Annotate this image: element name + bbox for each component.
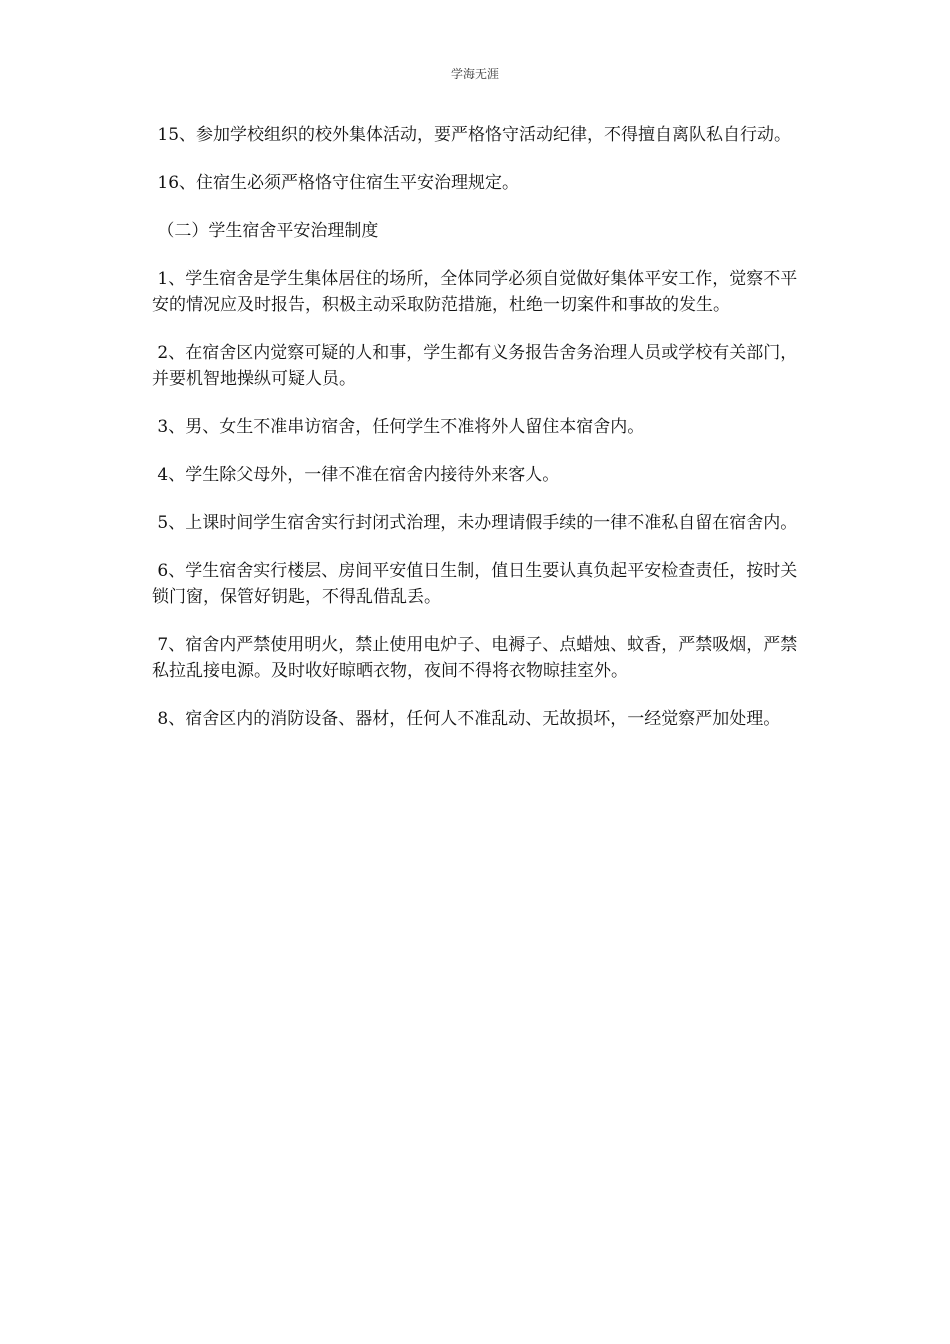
paragraph-dorm-rule-4: 4、学生除父母外，一律不准在宿舍内接待外来客人。 bbox=[152, 465, 560, 485]
paragraph-dorm-rule-8: 8、宿舍区内的消防设备、器材，任何人不准乱动、无故损坏，一经觉察严加处理。 bbox=[152, 709, 781, 729]
paragraph-rule-16: 16、住宿生必须严格恪守住宿生平安治理规定。 bbox=[152, 173, 520, 193]
paragraph-dorm-rule-5: 5、上课时间学生宿舍实行封闭式治理，未办理请假手续的一律不准私自留在宿舍内。 bbox=[152, 513, 798, 533]
paragraph-dorm-rule-7: 7、宿舍内严禁使用明火，禁止使用电炉子、电褥子、点蜡烛、蚊香，严禁吸烟，严禁私拉乱接电源。及时收好晾晒衣物，夜间不得将衣物晾挂室外。 bbox=[152, 635, 798, 681]
paragraph-dorm-rule-6: 6、学生宿舍实行楼层、房间平安值日生制，值日生要认真负起平安检查责任，按时关锁门窗，保管好钥匙，不得乱借乱丢。 bbox=[152, 561, 798, 607]
section-heading: （二）学生宿舍平安治理制度 bbox=[152, 221, 379, 241]
paragraph-dorm-rule-1: 1、学生宿舍是学生集体居住的场所，全体同学必须自觉做好集体平安工作，觉察不平安的情况应及时报告，积极主动采取防范措施，杜绝一切案件和事故的发生。 bbox=[152, 269, 798, 315]
document-body bbox=[152, 122, 800, 754]
paragraph-dorm-rule-3: 3、男、女生不准串访宿舍，任何学生不准将外人留住本宿舍内。 bbox=[152, 417, 645, 437]
paragraph-rule-15: 15、参加学校组织的校外集体活动，要严格恪守活动纪律，不得擅自离队私自行动。 bbox=[152, 125, 792, 145]
paragraph-dorm-rule-2: 2、在宿舍区内觉察可疑的人和事，学生都有义务报告舍务治理人员或学校有关部门，并要机智地操纵可疑人员。 bbox=[152, 343, 798, 389]
page-header: 学海无涯 bbox=[450, 67, 499, 81]
